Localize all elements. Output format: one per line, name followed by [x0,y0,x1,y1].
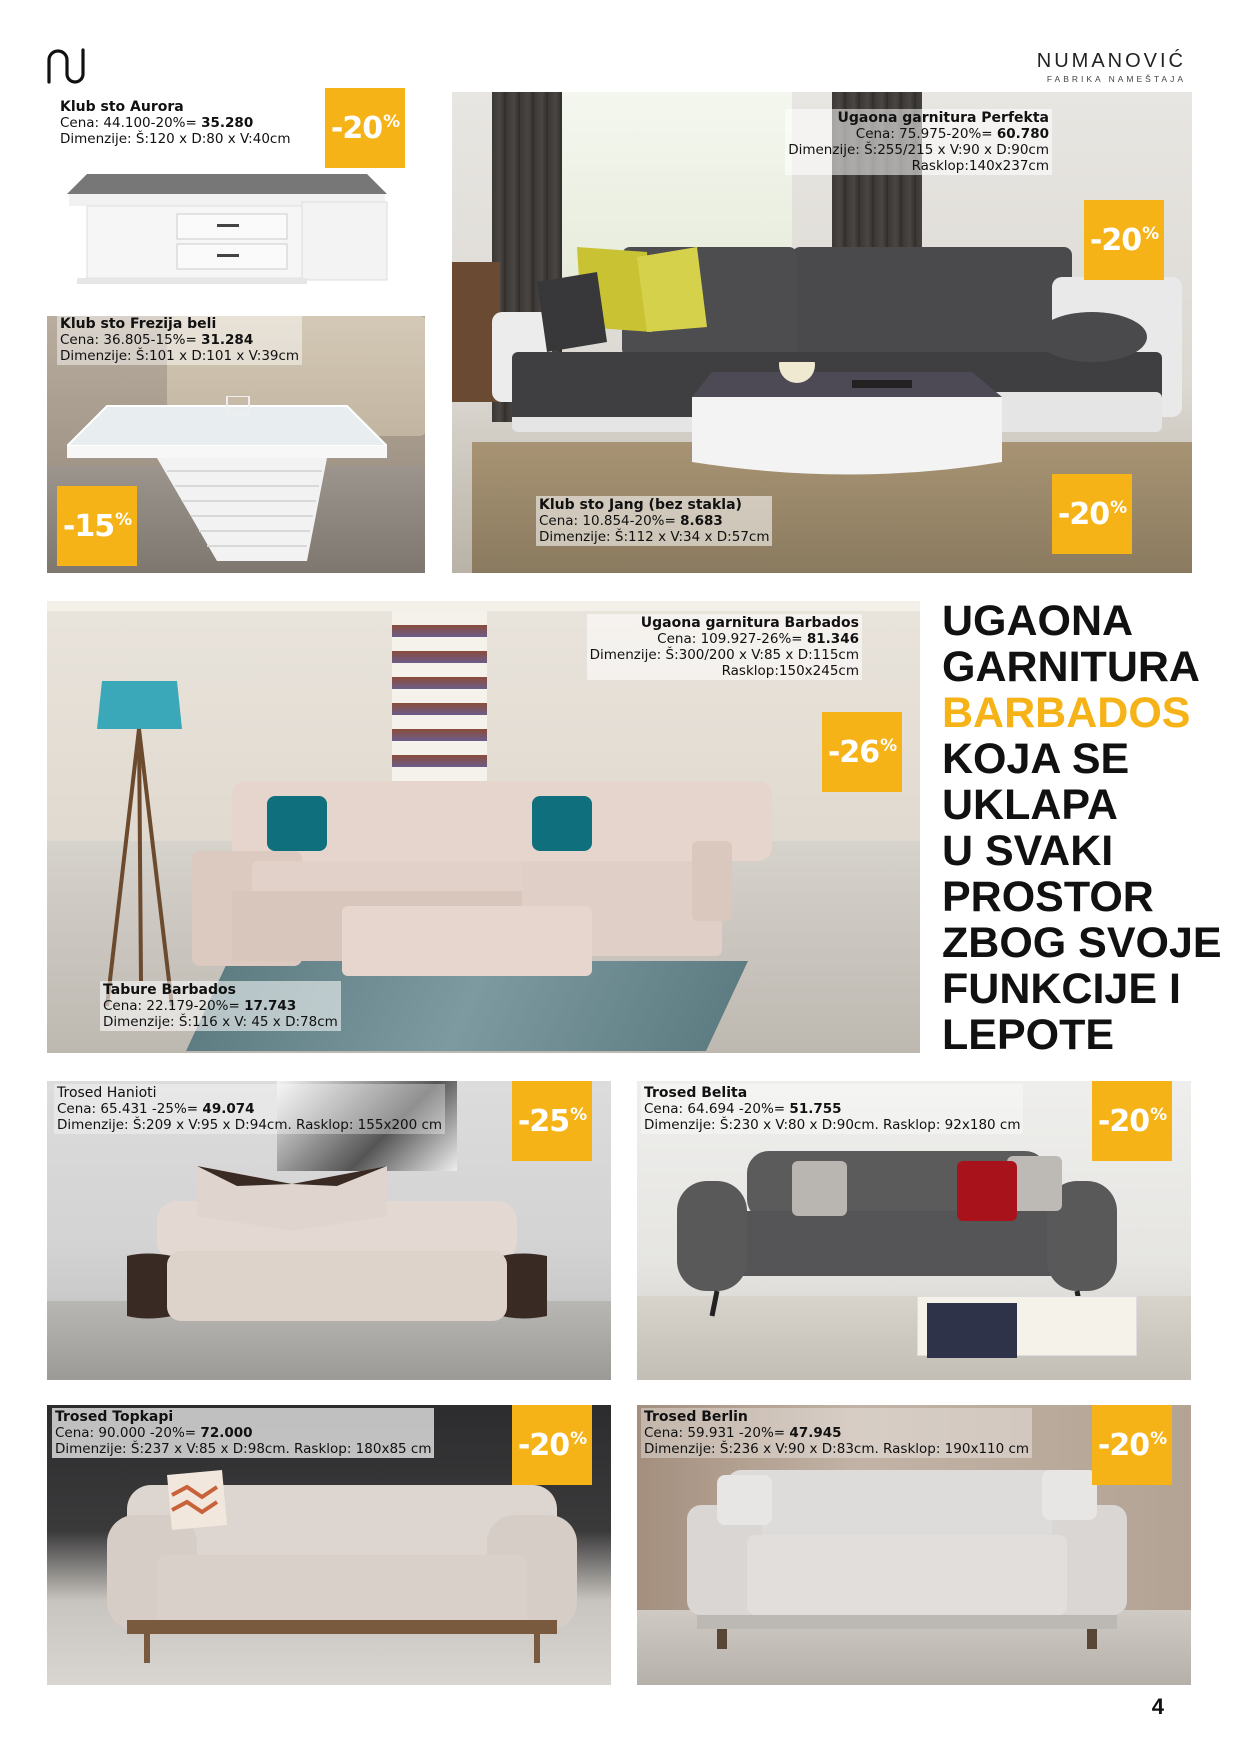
bookshelf [392,611,487,791]
product-label-perfekta [785,109,1052,175]
price-sale: 47.945 [789,1425,842,1441]
barbados-sofa-image [192,781,842,981]
hanioti-sofa-image [127,1156,547,1326]
product-dimensions: Dimenzije: Š:112 x V:34 x D:57cm [539,529,770,545]
product-dimensions: Dimenzije: Š:236 x V:90 x D:83cm. Rasklop: 190x110 cm [644,1441,1030,1457]
product-title: Klub sto Jang (bez stakla) [539,497,742,513]
page-number: 4 [1151,1694,1164,1719]
headline-line: ZBOG SVOJE [942,919,1222,967]
discount-badge-hanioti: -25 % [512,1081,592,1161]
discount-badge-barbados: -26 % [822,712,902,792]
product-label-tabure [100,981,341,1031]
logo-icon [44,44,86,86]
price-original: Cena: 109.927-26%= [657,631,807,647]
topkapi-sofa-image [107,1465,577,1665]
price-sale: 31.284 [201,332,254,348]
discount-badge-belita: -20 % [1092,1081,1172,1161]
product-panel-topkapi[interactable] [47,1405,611,1685]
coffee-table-image [67,162,397,287]
product-panel-perfekta[interactable] [452,92,1192,573]
product-title: Ugaona garnitura Barbados [640,615,859,631]
product-dimensions: Dimenzije: Š:116 x V: 45 x D:78cm [103,1014,338,1030]
price-sale: 35.280 [201,115,254,131]
product-dimensions: Dimenzije: Š:255/215 x V:90 x D:90cm [788,142,1049,158]
product-title: Ugaona garnitura Perfekta [837,110,1049,126]
berlin-sofa-image [687,1470,1127,1655]
headline-line: GARNITURA [942,643,1200,691]
product-label-hanioti [54,1084,445,1134]
discount-badge-aurora: -20 % [325,88,405,168]
product-unfolded-size: Rasklop:140x237cm [911,158,1049,174]
product-label-topkapi [52,1408,434,1458]
product-dimensions: Dimenzije: Š:120 x D:80 x V:40cm [60,131,291,147]
product-panel-belita[interactable] [637,1081,1191,1380]
product-label-belita [641,1084,1023,1134]
promo-headline [942,598,1222,1058]
product-panel-frezija[interactable] [47,316,425,573]
price-sale: 51.755 [789,1101,842,1117]
product-dimensions: Dimenzije: Š:209 x V:95 x D:94cm. Rasklop: 155x200 cm [57,1117,443,1133]
product-title: Trosed Berlin [644,1409,748,1425]
headline-line: PROSTOR [942,873,1154,921]
price-original: Cena: 44.100-20%= [60,115,202,131]
brand-name: NUMANOVIĆ [1036,50,1186,72]
headline-line: FUNKCIJE I [942,965,1181,1013]
discount-badge-berlin: -20 % [1092,1405,1172,1485]
headline-line: U SVAKI [942,827,1114,875]
product-panel-berlin[interactable] [637,1405,1191,1685]
price-original: Cena: 59.931 -20%= [644,1425,790,1441]
brand-logo-mark [44,44,86,86]
discount-badge-frezija: -15 % [57,486,137,566]
discount-badge-jang: -20 % [1052,474,1132,554]
product-title: Klub sto Frezija beli [60,316,217,332]
price-sale: 8.683 [680,513,723,529]
discount-badge-topkapi: -20 % [512,1405,592,1485]
product-label-aurora [57,98,293,148]
product-panel-hanioti[interactable] [47,1081,611,1380]
price-original: Cena: 65.431 -25%= [57,1101,203,1117]
product-label-barbados [587,614,862,680]
headline-line: KOJA SE [942,735,1130,783]
price-sale: 17.743 [244,998,297,1014]
price-sale: 72.000 [200,1425,253,1441]
discount-badge-perfekta: -20 % [1084,200,1164,280]
headline-line-accent: BARBADOS [942,689,1191,737]
product-label-jang [536,496,772,546]
product-dimensions: Dimenzije: Š:237 x V:85 x D:98cm. Rasklop: 180x85 cm [55,1441,432,1457]
headline-line: UGAONA [942,597,1134,645]
headline-line: LEPOTE [942,1011,1115,1059]
price-original: Cena: 36.805-15%= [60,332,202,348]
price-original: Cena: 75.975-20%= [855,126,997,142]
throw-blanket [927,1303,1017,1358]
product-label-berlin [641,1408,1032,1458]
price-original: Cena: 10.854-20%= [539,513,681,529]
product-dimensions: Dimenzije: Š:101 x D:101 x V:39cm [60,348,300,364]
product-panel-barbados[interactable] [47,601,920,1053]
product-title: Tabure Barbados [103,982,236,998]
price-sale: 49.074 [202,1101,255,1117]
product-title: Trosed Belita [644,1085,748,1101]
headline-line: UKLAPA [942,781,1118,829]
product-unfolded-size: Rasklop:150x245cm [721,663,859,679]
price-original: Cena: 90.000 -20%= [55,1425,201,1441]
price-sale: 60.780 [996,126,1049,142]
wall-beam [47,601,920,611]
price-original: Cena: 22.179-20%= [103,998,245,1014]
product-title: Klub sto Aurora [60,99,184,115]
brand-tagline: FABRIKA NAMEŠTAJA [1046,74,1186,84]
price-sale: 81.346 [806,631,859,647]
product-label-frezija [57,316,302,365]
product-title: Trosed Hanioti [57,1085,157,1101]
price-original: Cena: 64.694 -20%= [644,1101,790,1117]
jang-table-image [692,362,1012,492]
product-title: Trosed Topkapi [55,1409,174,1425]
product-dimensions: Dimenzije: Š:230 x V:80 x D:90cm. Rasklop: 92x180 cm [644,1117,1021,1133]
product-dimensions: Dimenzije: Š:300/200 x V:85 x D:115cm [589,647,859,663]
floor-lamp-image [97,681,187,1011]
